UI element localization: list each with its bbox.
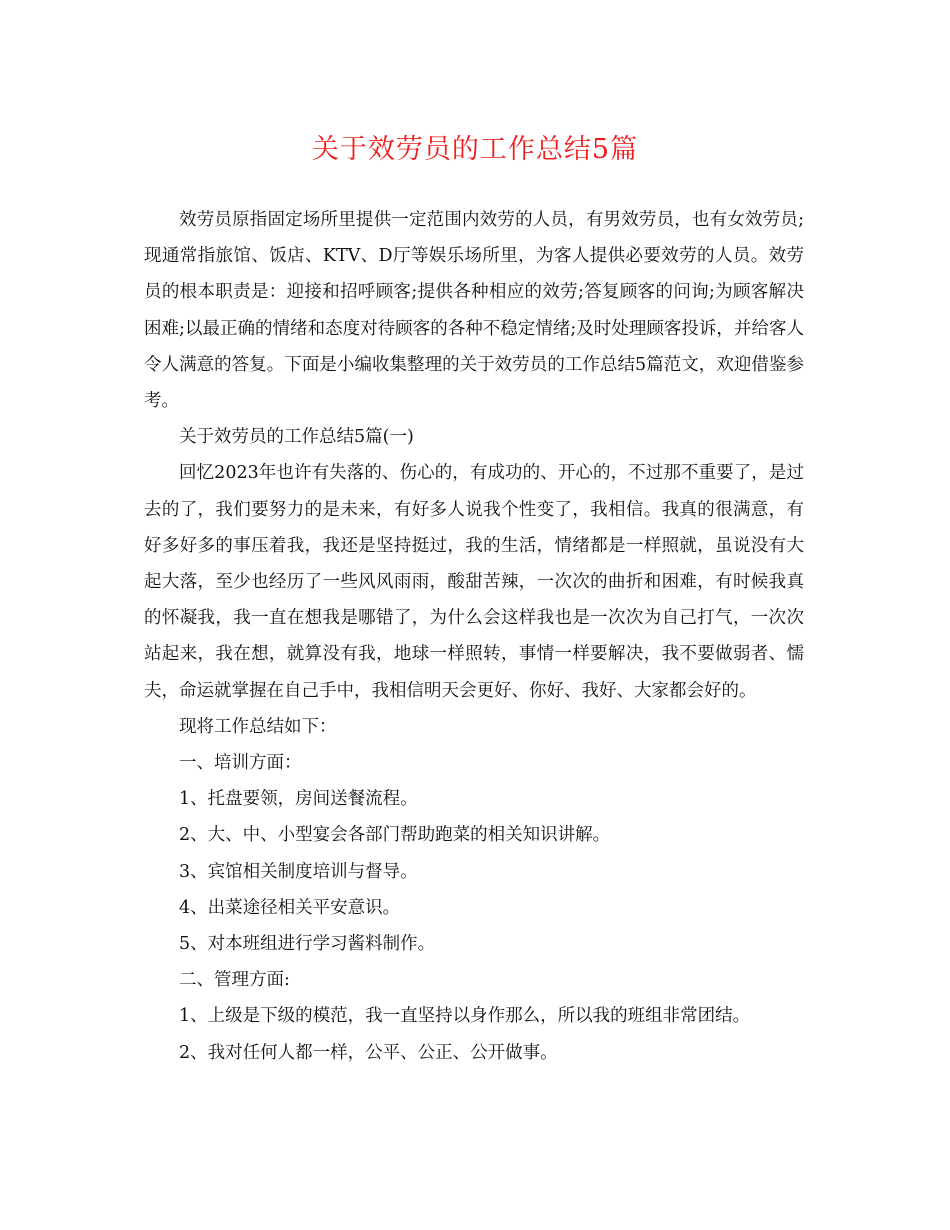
management-heading: 二、管理方面:: [179, 970, 290, 991]
body-paragraph: 回忆2023年也许有失落的、伤心的，有成功的、开心的，不过那不重要了，是过去的了，我们要努力的是未来，有好多人说我个性变了，我相信。我真的很满意，有好多好多的事压着我，我还是坚持挺过，我的生活，情绪都是一样照就，虽说没有大起大落，至少也经历了一些风风雨雨，酸甜苦辣，一次次的曲折和困难，有时候我真的怀凝我，我一直在想我是哪错了，为什么会这样我也是一次次为自己打气，一次次站起来，我在想，就算没有我，地球一样照转，事情一样要解决，我不要做弱者、懦夫，命运就掌握在自己手中，我相信明天会更好、你好、我好、大家都会好的。: [144, 463, 804, 701]
training-heading: 一、培训方面：: [179, 753, 302, 774]
training-item: 2、大、中、小型宴会各部门帮助跑菜的相关知识讲解。: [179, 825, 611, 846]
training-item: 3、宾馆相关制度培训与督导。: [179, 861, 418, 882]
training-item: 5、对本班组进行学习酱料制作。: [179, 934, 436, 955]
management-item: 1、上级是下级的模范，我一直坚持以身作那么，所以我的班组非常团结。: [179, 1006, 751, 1027]
training-item: 4、出菜途径相关平安意识。: [179, 897, 401, 918]
management-item: 2、我对任何人都一样，公平、公正、公开做事。: [179, 1042, 558, 1063]
section-heading: 关于效劳员的工作总结5篇(一): [179, 427, 414, 448]
summary-intro: 现将工作总结如下：: [179, 716, 337, 737]
document-body: [144, 202, 804, 1071]
document-title: 关于效劳员的工作总结5篇: [311, 134, 639, 165]
intro-paragraph: 效劳员原指固定场所里提供一定范围内效劳的人员，有男效劳员，也有女效劳员;现通常指旅馆、饭店、KTV、D厅等娱乐场所里，为客人提供必要效劳的人员。效劳员的根本职责是：迎接和招呼顾客;提供各种相应的效劳;答复顾客的问询;为顾客解决困难;以最正确的情绪和态度对待顾客的各种不稳定情绪;及时处理顾客投诉，并给客人令人满意的答复。下面是小编收集整理的关于效劳员的工作总结5篇范文，欢迎借鉴参考。: [144, 210, 804, 412]
training-item: 1、托盘要领，房间送餐流程。: [179, 789, 418, 810]
